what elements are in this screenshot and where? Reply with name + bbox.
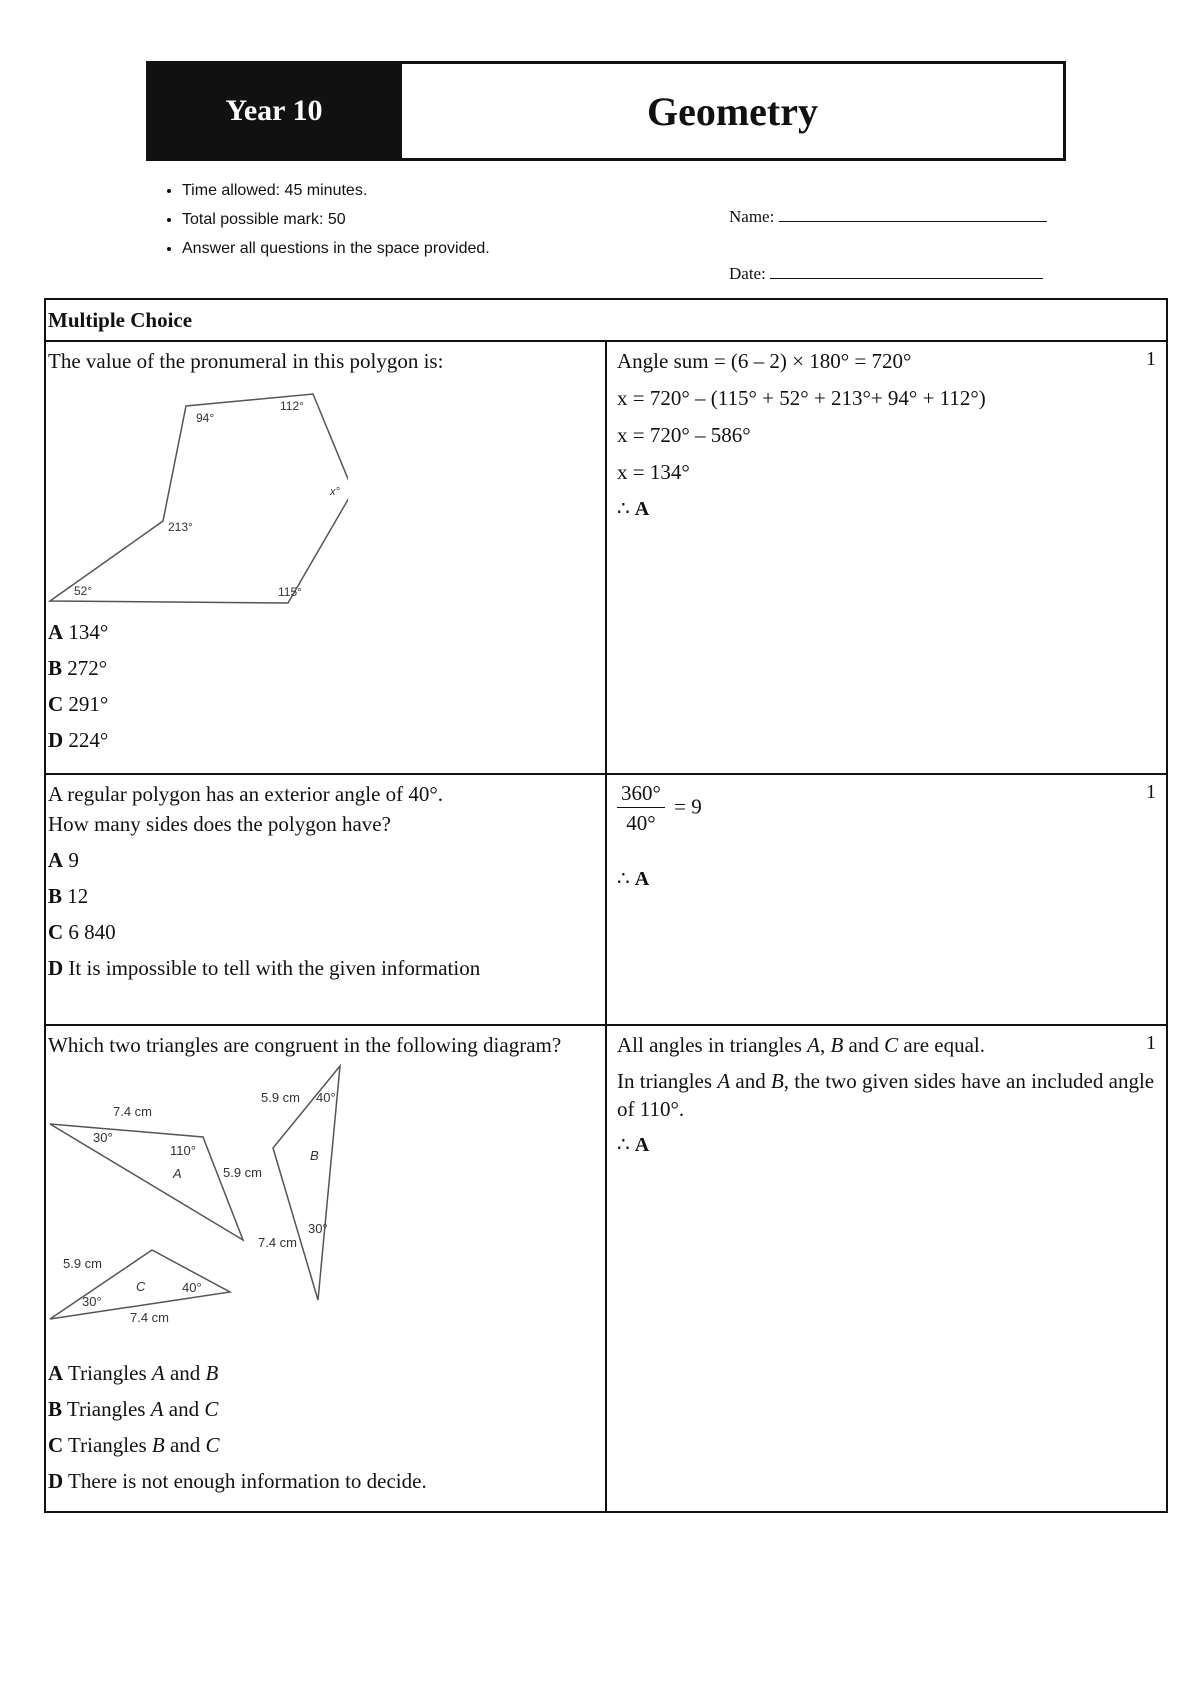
q1-angle-115: 115° — [278, 585, 302, 599]
q2-answer-letter: A — [634, 868, 650, 890]
q3-option-c[interactable]: C Triangles B and C — [48, 1433, 220, 1457]
date-blank-line[interactable] — [770, 278, 1043, 279]
q1-prompt: The value of the pronumeral in this polygon is: — [48, 349, 444, 373]
section-title: Multiple Choice — [45, 299, 1167, 341]
q3-b-angle-30: 30° — [308, 1221, 328, 1236]
q3-a-angle-30: 30° — [93, 1130, 113, 1145]
q1-option-d[interactable]: D 224° — [48, 728, 109, 752]
q1-polygon-diagram — [48, 376, 348, 611]
q3-a-side-right: 5.9 cm — [223, 1165, 263, 1180]
question-row-1 — [45, 341, 1167, 774]
q1-working-1: Angle sum = (6 – 2) × 180° = 720° — [617, 349, 912, 373]
answer-3-cell — [606, 1025, 1167, 1512]
q3-c-side-bottom: 7.4 cm — [130, 1310, 170, 1325]
q2-prompt-line-1: A regular polygon has an exterior angle of 40°. — [48, 782, 444, 806]
multiple-choice-table — [44, 298, 1168, 1513]
q1-working-4: x = 134° — [617, 460, 690, 484]
q2-answer — [617, 864, 1162, 894]
question-row-3 — [45, 1025, 1167, 1512]
q3-c-side-left: 5.9 cm — [63, 1256, 103, 1271]
q3-answer — [617, 1130, 1162, 1160]
q3-c-angle-40: 40° — [182, 1280, 202, 1295]
year-label: Year 10 — [149, 64, 399, 158]
answer-1-cell — [606, 341, 1167, 774]
q3-c-label: C — [136, 1279, 146, 1294]
q1-polygon — [50, 394, 348, 603]
q1-mark: 1 — [1146, 348, 1156, 370]
q1-option-b[interactable]: B 272° — [48, 656, 108, 680]
q3-prompt: Which two triangles are congruent in the following diagram? — [48, 1033, 562, 1057]
q3-b-angle-40: 40° — [316, 1090, 336, 1105]
q2-fraction — [617, 779, 665, 838]
date-field[interactable] — [729, 264, 1043, 284]
title-banner — [146, 61, 1066, 161]
q3-b-side-left: 7.4 cm — [258, 1235, 298, 1250]
name-blank-line[interactable] — [779, 221, 1047, 222]
question-1-cell — [45, 341, 606, 774]
answer-2-cell — [606, 774, 1167, 1025]
q3-working-2: In triangles A and B, the two given sides have an included angle of 110°. — [617, 1069, 1155, 1121]
q2-option-d[interactable]: D It is impossible to tell with the given information — [48, 956, 481, 980]
date-label: Date: — [729, 264, 766, 283]
q3-b-side-top: 5.9 cm — [261, 1090, 301, 1105]
q2-therefore-symbol: ∴ — [617, 868, 630, 890]
q3-option-d[interactable]: D There is not enough information to decide. — [48, 1469, 427, 1493]
q1-answer — [617, 494, 1162, 524]
q1-option-c[interactable]: C 291° — [48, 692, 109, 716]
q3-triangles-diagram — [48, 1062, 348, 1352]
name-field[interactable] — [729, 207, 1047, 227]
q3-option-b[interactable]: B Triangles A and C — [48, 1397, 219, 1421]
q1-angle-94: 94° — [196, 411, 215, 425]
q1-angle-52: 52° — [74, 584, 93, 598]
q3-triangle-a — [50, 1124, 243, 1240]
q2-option-a[interactable]: A 9 — [48, 848, 79, 872]
q1-working-3: x = 720° – 586° — [617, 423, 751, 447]
q1-angle-x: x° — [330, 486, 340, 498]
instruction-marks: • Total possible mark: 50 — [182, 205, 490, 234]
page-title: Geometry — [399, 64, 1063, 158]
q3-therefore-symbol: ∴ — [617, 1134, 630, 1156]
question-2-cell — [45, 774, 606, 1025]
q1-working-2: x = 720° – (115° + 52° + 213°+ 94° + 112°) — [617, 386, 986, 410]
q1-answer-letter: A — [634, 498, 650, 520]
q3-a-angle-110: 110° — [170, 1143, 196, 1158]
question-3-cell — [45, 1025, 606, 1512]
q3-a-label: A — [173, 1166, 182, 1181]
instruction-answer: • Answer all questions in the space provided. — [182, 234, 490, 263]
q2-fraction-result: = 9 — [674, 794, 702, 819]
q3-answer-letter: A — [634, 1134, 650, 1156]
q2-prompt-line-2: How many sides does the polygon have? — [48, 812, 391, 836]
instructions-list — [160, 176, 490, 263]
q2-fraction-working — [617, 779, 1162, 838]
q3-mark: 1 — [1146, 1032, 1156, 1054]
q1-option-a[interactable]: A 134° — [48, 620, 109, 644]
q1-therefore-symbol: ∴ — [617, 498, 630, 520]
q2-fraction-numerator: 360° — [617, 779, 665, 808]
instruction-time: • Time allowed: 45 minutes. — [182, 176, 490, 205]
q3-working-1: All angles in triangles A, B and C are equal. — [617, 1033, 986, 1057]
q1-angle-112: 112° — [280, 399, 304, 413]
q3-b-label: B — [310, 1148, 319, 1163]
q1-angle-213: 213° — [168, 520, 193, 534]
q3-option-a[interactable]: A Triangles A and B — [48, 1361, 219, 1385]
q3-a-side-top: 7.4 cm — [113, 1104, 153, 1119]
q2-mark: 1 — [1146, 781, 1156, 803]
name-label: Name: — [729, 207, 775, 226]
q2-fraction-denominator: 40° — [626, 811, 656, 835]
question-row-2 — [45, 774, 1167, 1025]
q3-c-angle-30: 30° — [82, 1294, 102, 1309]
q2-option-b[interactable]: B 12 — [48, 884, 89, 908]
q2-option-c[interactable]: C 6 840 — [48, 920, 116, 944]
